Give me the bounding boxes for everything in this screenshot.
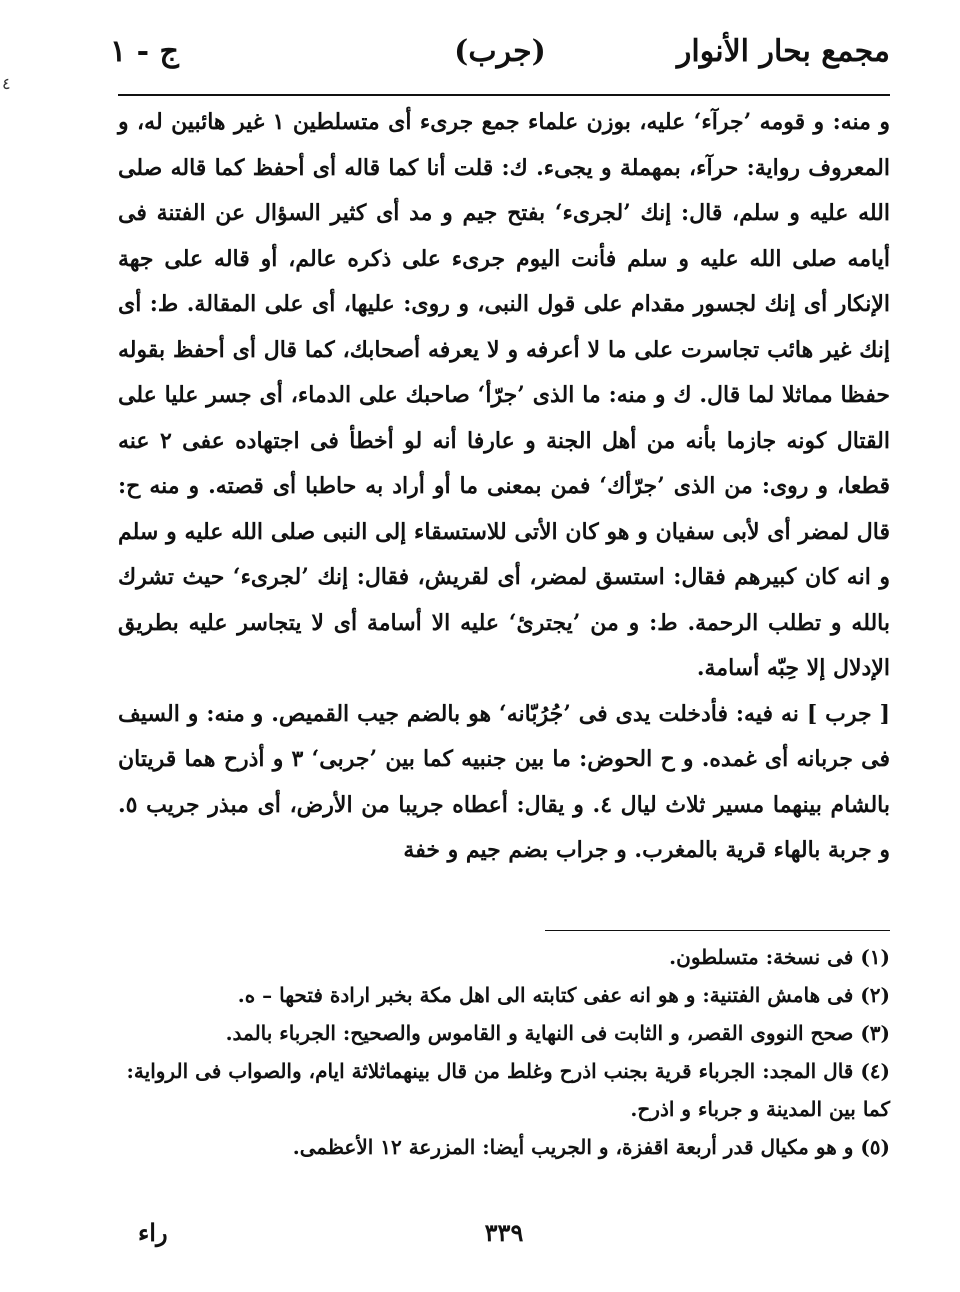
footnote-rule [545, 930, 890, 931]
footnotes [118, 938, 890, 1166]
paragraph: [ جرب ] نه فيه: فأدخلت يدى فى ’جُرُبّانه‘ هو بالضم جيب القميص. و منه: و السيف فى جربانه أى غمده. و ح الحوض: ما بين جنبيه كما بين ’جربى‘ ٣ و أذرح هما قريتان بالشام بينهما مسير ثلاث ليال ٤. و يقال: أعطاه جريبا من الأرض، أى مبذر جريب ٥. و جربة بالهاء قرية بالمغرب. و جراب بضم جيم و خفة [118, 700, 890, 863]
page-number: ٣٣٩ [484, 1218, 524, 1247]
footnote: (٣) صحح النووى القصر، و الثابت فى النهاية و القاموس والصحيح: الجرباء بالمد. [225, 1021, 890, 1045]
margin-mark: ٤ [2, 74, 11, 93]
footnote: (١) فى نسخة: متسلطون. [669, 945, 890, 969]
paragraph: و منه: و قومه ’جرآء‘ عليه، بوزن علماء جمع جرىء أى متسلطين ١ غير هائبين له، و المعروف رواية: حرآء، بمهملة و يجىء. ك: قلت أنا كما قاله أى أحفظ كما قاله صلى الله عليه و سلم، قال: إنك ’لجرىء‘ بفتح جيم و مد أى كثير السؤال عن الفتنة فى أيامه صلى الله عليه و سلم فأنت اليوم جرىء على ذكره عالم، أو قاله على جهة الإنكار أى إنك لجسور مقدام على قول النبى، و روى: عليها، أى على المقالة. ط: أى إنك غير هائب تجاسرت على ما لا أعرفه و لا يعرفه أصحابك، كما قال أى أحفظ بقوله حفظا مماثلا لما قال. ك و منه: ما الذى ’جرّأ‘ صاحبك على الدماء، أى جسر عليا على القتال كونه جازما بأنه من أهل الجنة و عارفا أنه لو أخطأ فى اجتهاده عفى ٢ عنه قطعا، و روى: من الذى ’جرّأك‘ فمن بمعنى ما أو أراد به حاطبا أى قصته. و منه ح: قال لمضر أى لأبى سفيان و هو كان الأتى للاستسقاء إلى النبى صلى الله عليه و سلم و انه كان كبيرهم فقال: استسق لمضر، أى لقريش، فقال: إنك ’لجرىء‘ حيث تشرك بالله و تطلب الرحمة. ط: و من ’يجترئ‘ عليه الا أسامة أى لا يتجاسر عليه بطريق الإدلال إلا حِبّه أسامة. [118, 109, 891, 681]
footnote: كما بين المدينة و جرباء و اذرح. [630, 1097, 890, 1121]
footnote: (٤) قال المجد: الجرباء قرية بجنب اذرح وغلط من قال بينهماثلاثة ايام، والصواب فى الرواية: [126, 1059, 890, 1083]
footnote: (٥) و هو مكيال قدر أربعة اقفزة، و الجريب أيضا: المزرعة ١٢ الأعظمى. [292, 1135, 890, 1159]
header-rule [118, 94, 890, 96]
signature-mark: راء [138, 1218, 168, 1247]
running-header [110, 34, 890, 78]
footnote: (٢) فى هامش الفتنية: و هو انه عفى كتابته الى اهل مكة بخبر ارادة فتحها – ه. [237, 983, 890, 1007]
page-footer [118, 1218, 890, 1258]
entry-heading: (جرب) [454, 34, 546, 69]
book-title: مجمع بحار الأنوار [676, 34, 890, 69]
volume-label: ج - ١ [110, 34, 179, 69]
main-text [118, 100, 890, 874]
